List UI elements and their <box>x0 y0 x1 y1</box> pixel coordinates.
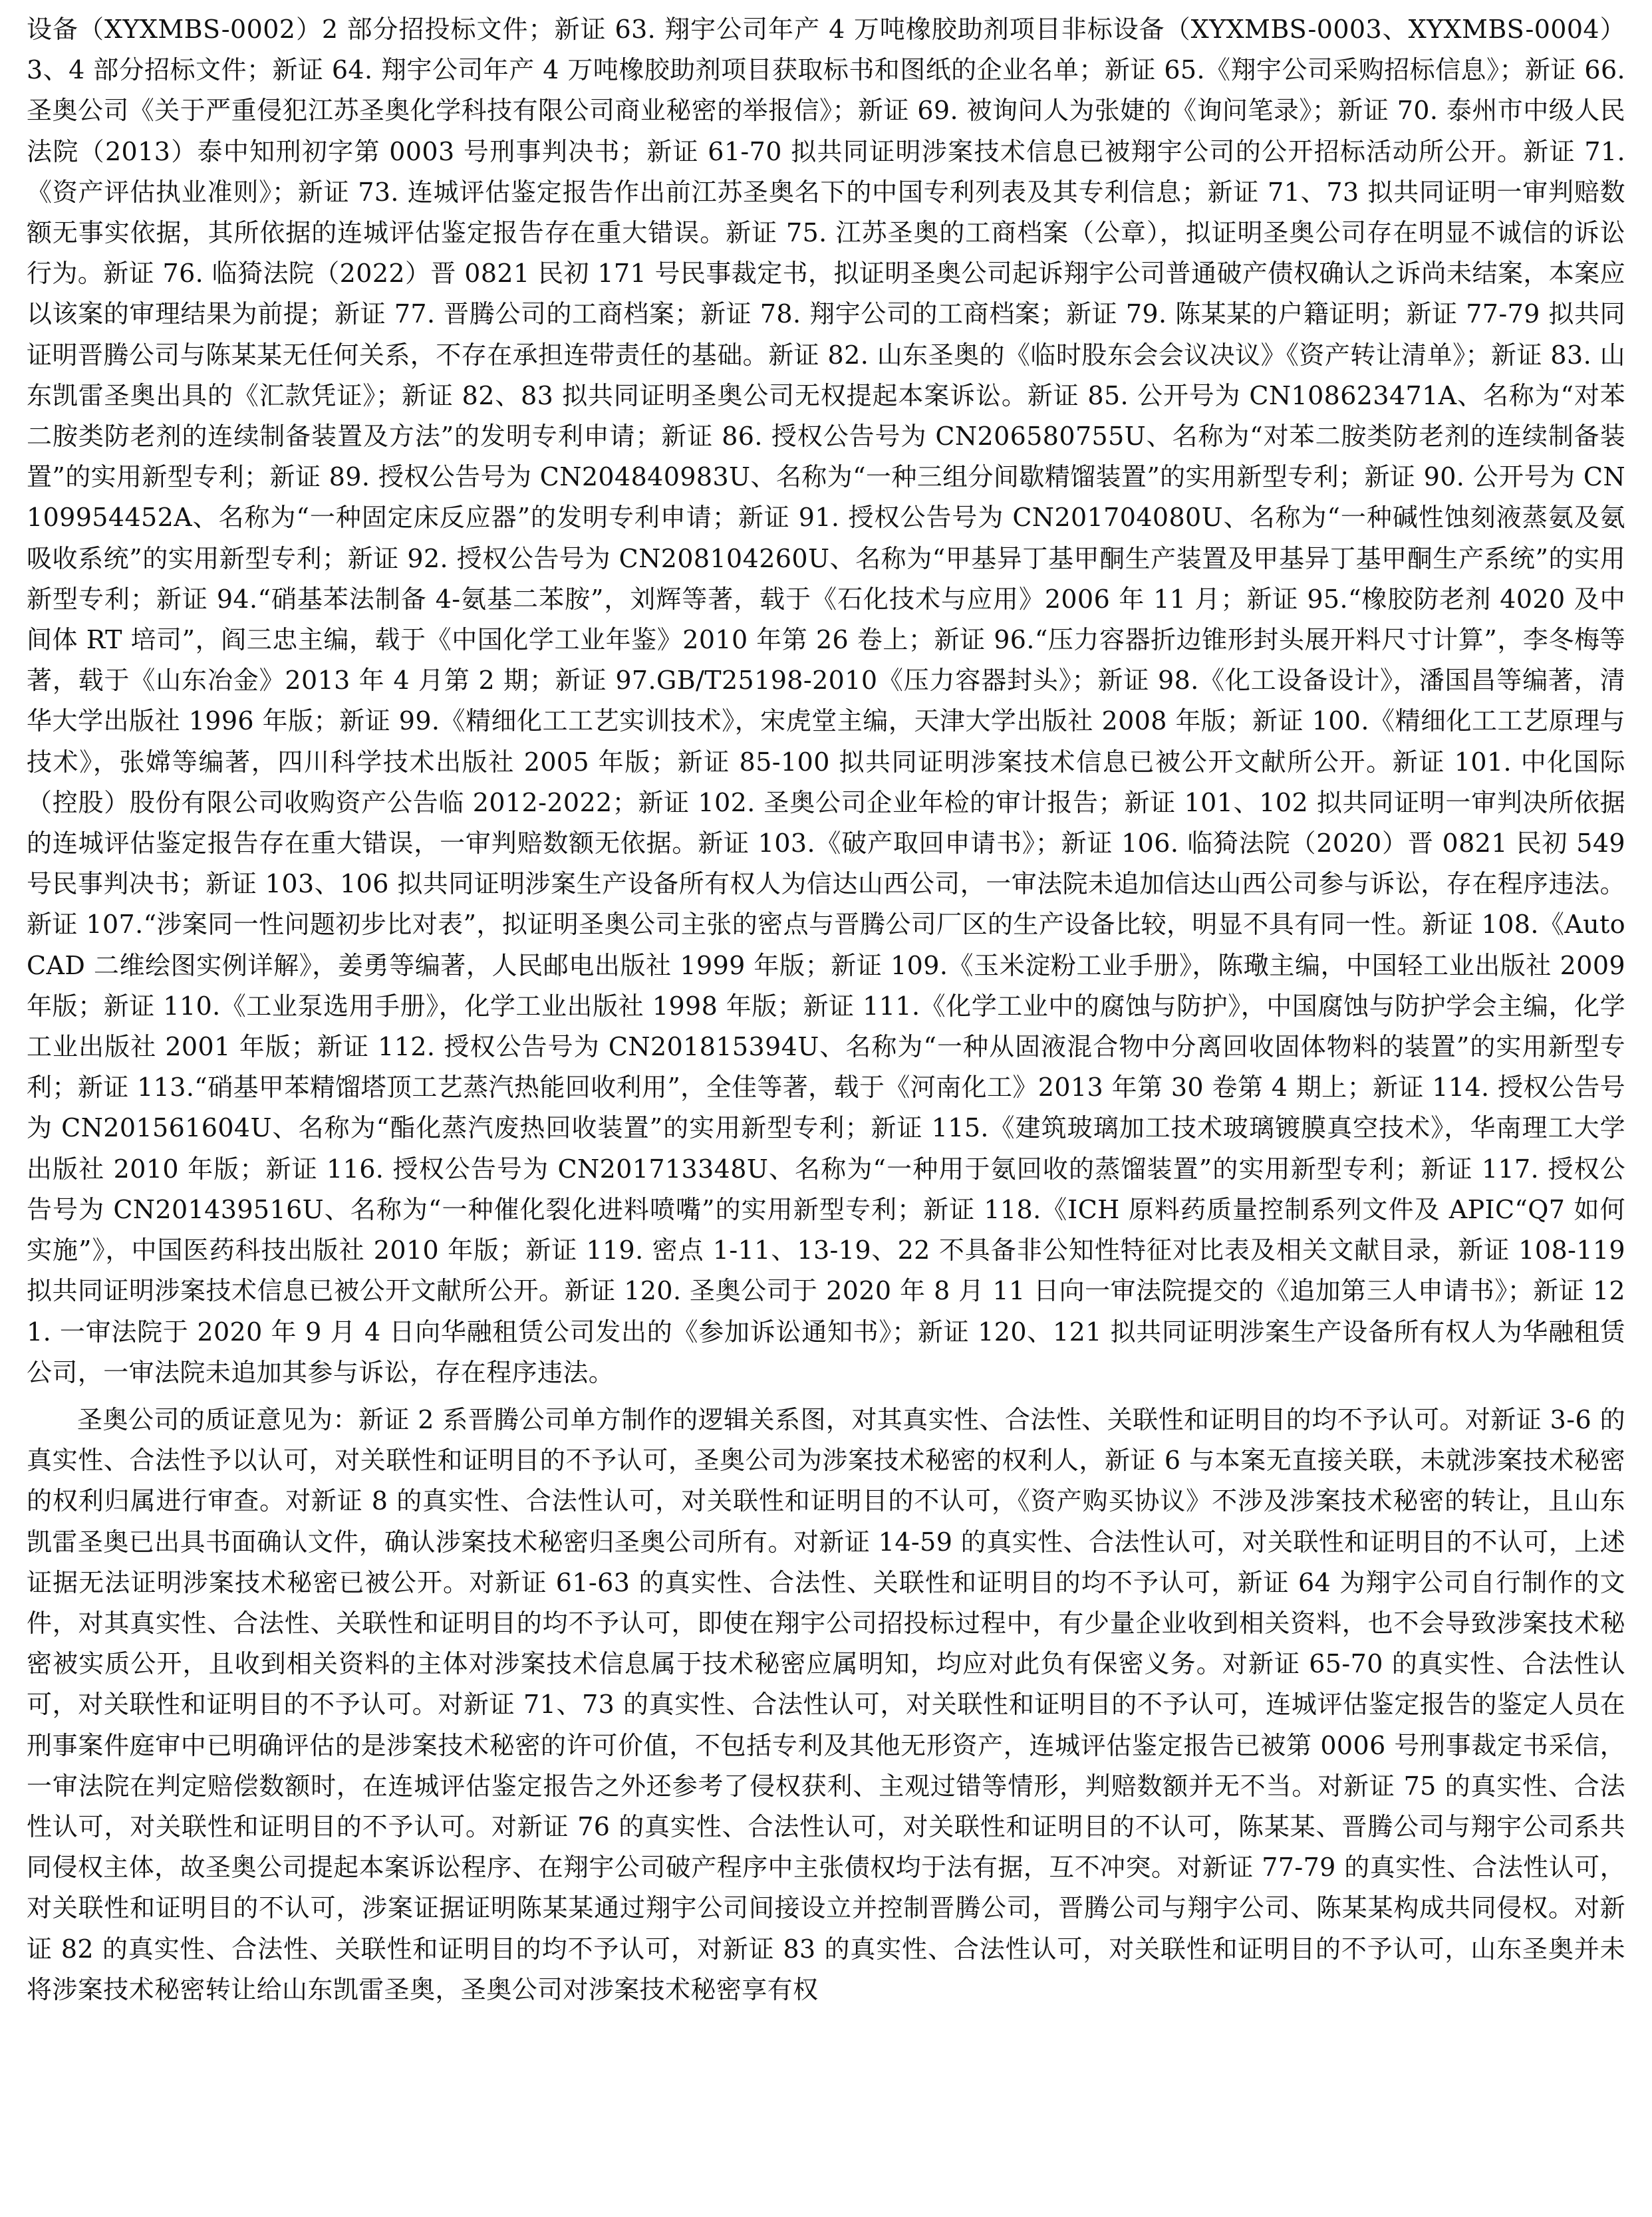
evidence-list-paragraph: 设备（XYXMBS-0002）2 部分招投标文件；新证 63. 翔宇公司年产 4 万吨橡胶助剂项目非标设备（XYXMBS-0003、XYXMBS-0004）3、4 部分招标文件；新证 64. 翔宇公司年产 4 万吨橡胶助剂项目获取标书和图纸的企业名单；新证 65.《翔宇公司采购招标信息》；新证 66. 圣奥公司《关于严重侵犯江苏圣奥化学科技有限公司商业秘密的举报信》；新证 69. 被询问人为张婕的《询问笔录》；新证 70. 泰州市中级人民法院（2013）泰中知刑初字第 0003 号刑事判决书；新证 61-70 拟共同证明涉案技术信息已被翔宇公司的公开招标活动所公开。新证 71.《资产评估执业准则》；新证 73. 连城评估鉴定报告作出前江苏圣奥名下的中国专利列表及其专利信息；新证 71、73 拟共同证明一审判赔数额无事实依据，其所依据的连城评估鉴定报告存在重大错误。新证 75. 江苏圣奥的工商档案（公章），拟证明圣奥公司存在明显不诚信的诉讼行为。新证 76. 临猗法院（2022）晋 0821 民初 171 号民事裁定书，拟证明圣奥公司起诉翔宇公司普通破产债权确认之诉尚未结案，本案应以该案的审理结果为前提；新证 77. 晋腾公司的工商档案；新证 78. 翔宇公司的工商档案；新证 79. 陈某某的户籍证明；新证 77-79 拟共同证明晋腾公司与陈某某无任何关系，不存在承担连带责任的基础。新证 82. 山东圣奥的《临时股东会会议决议》《资产转让清单》；新证 83. 山东凯雷圣奥出具的《汇款凭证》；新证 82、83 拟共同证明圣奥公司无权提起本案诉讼。新证 85. 公开号为 CN108623471A、名称为“对苯二胺类防老剂的连续制备装置及方法”的发明专利申请；新证 86. 授权公告号为 CN206580755U、名称为“对苯二胺类防老剂的连续制备装置”的实用新型专利；新证 89. 授权公告号为 CN204840983U、名称为“一种三组分间歇精馏装置”的实用新型专利；新证 90. 公开号为 CN109954452A、名称为“一种固定床反应器”的发明专利申请；新证 91. 授权公告号为 CN201704080U、名称为“一种碱性蚀刻液蒸氨及氨吸收系统”的实用新型专利；新证 92. 授权公告号为 CN208104260U、名称为“甲基异丁基甲酮生产装置及甲基异丁基甲酮生产系统”的实用新型专利；新证 94.“硝基苯法制备 4-氨基二苯胺”，刘辉等著，载于《石化技术与应用》2006 年 11 月；新证 95.“橡胶防老剂 4020 及中间体 RT 培司”，阎三忠主编，载于《中国化学工业年鉴》2010 年第 26 卷上；新证 96.“压力容器折边锥形封头展开料尺寸计算”，李冬梅等著，载于《山东冶金》2013 年 4 月第 2 期；新证 97.GB/T25198-2010《压力容器封头》；新证 98.《化工设备设计》，潘国昌等编著，清华大学出版社 1996 年版；新证 99.《精细化工工艺实训技术》，宋虎堂主编，天津大学出版社 2008 年版；新证 100.《精细化工工艺原理与技术》，张嫦等编著，四川科学技术出版社 2005 年版；新证 85-100 拟共同证明涉案技术信息已被公开文献所公开。新证 101. 中化国际（控股）股份有限公司收购资产公告临 2012-2022；新证 102. 圣奥公司企业年检的审计报告；新证 101、102 拟共同证明一审判决所依据的连城评估鉴定报告存在重大错误，一审判赔数额无依据。新证 103.《破产取回申请书》；新证 106. 临猗法院（2020）晋 0821 民初 549 号民事判决书；新证 103、106 拟共同证明涉案生产设备所有权人为信达山西公司，一审法院未追加信达山西公司参与诉讼，存在程序违法。新证 107.“涉案同一性问题初步比对表”，拟证明圣奥公司主张的密点与晋腾公司厂区的生产设备比较，明显不具有同一性。新证 108.《AutoCAD 二维绘图实例详解》，姜勇等编著，人民邮电出版社 1999 年版；新证 109.《玉米淀粉工业手册》，陈璥主编，中国轻工业出版社 2009 年版；新证 110.《工业泵选用手册》，化学工业出版社 1998 年版；新证 111.《化学工业中的腐蚀与防护》，中国腐蚀与防护学会主编，化学工业出版社 2001 年版；新证 112. 授权公告号为 CN201815394U、名称为“一种从固液混合物中分离回收固体物料的装置”的实用新型专利；新证 113.“硝基甲苯精馏塔顶工艺蒸汽热能回收利用”，全佳等著，载于《河南化工》2013 年第 30 卷第 4 期上；新证 114. 授权公告号为 CN201561604U、名称为“酯化蒸汽废热回收装置”的实用新型专利；新证 115.《建筑玻璃加工技术玻璃镀膜真空技术》，华南理工大学出版社 2010 年版；新证 116. 授权公告号为 CN201713348U、名称为“一种用于氨回收的蒸馏装置”的实用新型专利；新证 117. 授权公告号为 CN201439516U、名称为“一种催化裂化进料喷嘴”的实用新型专利；新证 118.《ICH 原料药质量控制系列文件及 APIC“Q7 如何实施”》，中国医药科技出版社 2010 年版；新证 119. 密点 1-11、13-19、22 不具备非公知性特征对比表及相关文献目录，新证 108-119 拟共同证明涉案技术信息已被公开文献所公开。新证 120. 圣奥公司于 2020 年 8 月 11 日向一审法院提交的《追加第三人申请书》；新证 121. 一审法院于 2020 年 9 月 4 日向华融租赁公司发出的《参加诉讼通知书》；新证 120、121 拟共同证明涉案生产设备所有权人为华融租赁公司，一审法院未追加其参与诉讼，存在程序违法。 <box>27 15 1625 1387</box>
cross-examination-paragraph: 圣奥公司的质证意见为：新证 2 系晋腾公司单方制作的逻辑关系图，对其真实性、合法性、关联性和证明目的均不予认可。对新证 3-6 的真实性、合法性予以认可，对关联性和证明目的不予认可，圣奥公司为涉案技术秘密的权利人，新证 6 与本案无直接关联，未就涉案技术秘密的权利归属进行审查。对新证 8 的真实性、合法性认可，对关联性和证明目的不认可，《资产购买协议》不涉及涉案技术秘密的转让，且山东凯雷圣奥已出具书面确认文件，确认涉案技术秘密归圣奥公司所有。对新证 14-59 的真实性、合法性认可，对关联性和证明目的不认可，上述证据无法证明涉案技术秘密已被公开。对新证 61-63 的真实性、合法性、关联性和证明目的均不予认可，新证 64 为翔宇公司自行制作的文件，对其真实性、合法性、关联性和证明目的均不予认可，即使在翔宇公司招投标过程中，有少量企业收到相关资料，也不会导致涉案技术秘密被实质公开，且收到相关资料的主体对涉案技术信息属于技术秘密应属明知，均应对此负有保密义务。对新证 65-70 的真实性、合法性认可，对关联性和证明目的不予认可。对新证 71、73 的真实性、合法性认可，对关联性和证明目的不予认可，连城评估鉴定报告的鉴定人员在刑事案件庭审中已明确评估的是涉案技术秘密的许可价值，不包括专利及其他无形资产，连城评估鉴定报告已被第 0006 号刑事裁定书采信，一审法院在判定赔偿数额时，在连城评估鉴定报告之外还参考了侵权获利、主观过错等情形，判赔数额并无不当。对新证 75 的真实性、合法性认可，对关联性和证明目的不予认可。对新证 76 的真实性、合法性认可，对关联性和证明目的不认可，陈某某、晋腾公司与翔宇公司系共同侵权主体，故圣奥公司提起本案诉讼程序、在翔宇公司破产程序中主张债权均于法有据，互不冲突。对新证 77-79 的真实性、合法性认可，对关联性和证明目的不认可，涉案证据证明陈某某通过翔宇公司间接设立并控制晋腾公司，晋腾公司与翔宇公司、陈某某构成共同侵权。对新证 82 的真实性、合法性、关联性和证明目的均不予认可，对新证 83 的真实性、合法性认可，对关联性和证明目的不予认可，山东圣奥并未将涉案技术秘密转让给山东凯雷圣奥，圣奥公司对涉案技术秘密享有权 <box>27 1404 1625 2004</box>
